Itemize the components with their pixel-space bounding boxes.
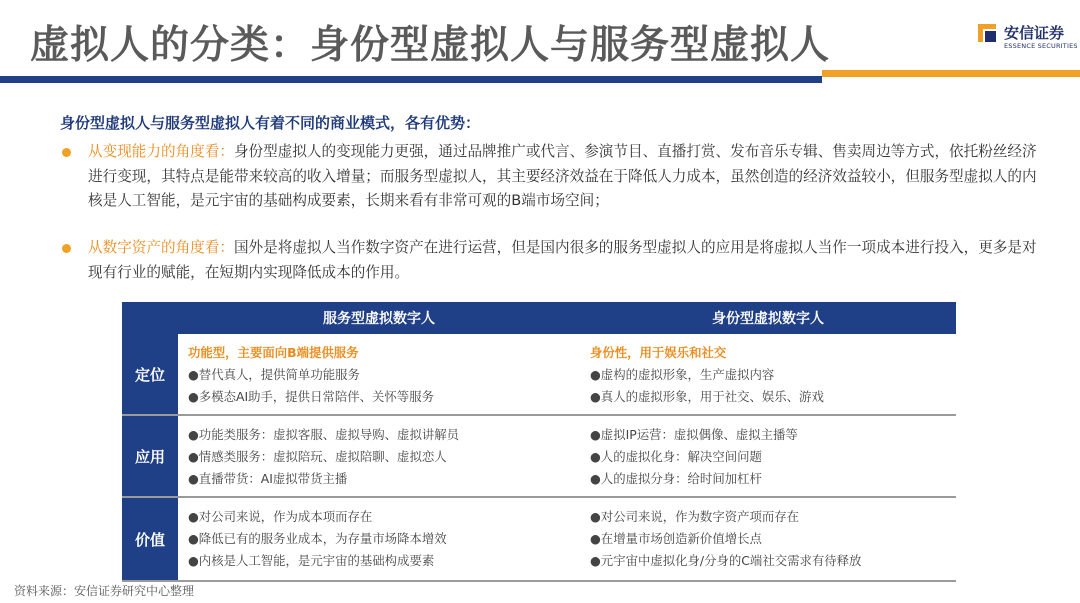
table-row <box>122 334 956 415</box>
cell-item: ●多模态AI助手，提供日常陪伴、关怀等服务 <box>188 389 434 404</box>
header-rule-orange <box>822 70 1080 77</box>
identity-cell <box>580 497 956 581</box>
row-label-positioning: 定位 <box>122 334 178 415</box>
service-cell <box>178 497 580 581</box>
cell-item: ●替代真人，提供简单功能服务 <box>188 367 360 382</box>
header-rule-blue <box>0 76 822 83</box>
brand-logo <box>976 20 1076 60</box>
corner-cell <box>122 302 178 334</box>
logo-text-cn: 安信证券 <box>1004 24 1065 42</box>
cell-item: ●真人的虚拟形象，用于社交、娱乐、游戏 <box>590 389 824 404</box>
source-note: 资料来源：安信证券研究中心整理 <box>14 584 195 598</box>
bullet-digital-assets <box>88 236 1038 285</box>
cell-item: ●在增量市场创造新价值增长点 <box>590 531 762 546</box>
logo-text-en: ESSENCE SECURITIES <box>1004 42 1078 50</box>
table-row <box>122 497 956 581</box>
bullet-dot-icon <box>62 244 71 253</box>
row-label-value: 价值 <box>122 497 178 581</box>
bullet-dot-icon <box>62 148 71 157</box>
intro-text: 身份型虚拟人与服务型虚拟人有着不同的商业模式，各有优势： <box>60 114 481 132</box>
cell-item: ●人的虚拟分身：给时间加杠杆 <box>590 471 762 486</box>
cell-item: ●元宇宙中虚拟化身/分身的C端社交需求有待释放 <box>590 553 862 568</box>
cell-item: ●情感类服务：虚拟陪玩、虚拟陪聊、虚拟恋人 <box>188 449 447 464</box>
identity-cell <box>580 415 956 497</box>
column-header-service: 服务型虚拟数字人 <box>178 302 580 334</box>
cell-item: ●人的虚拟化身：解决空间问题 <box>590 449 762 464</box>
cell-item: ●功能类服务：虚拟客服、虚拟导购、虚拟讲解员 <box>188 427 460 442</box>
bullet-heading: 从变现能力的角度看： <box>88 143 234 160</box>
essence-logo-icon <box>976 22 998 44</box>
bullet-monetization <box>88 140 1038 214</box>
bullet-body: 国外是将虚拟人当作数字资产在进行运营，但是国内很多的服务型虚拟人的应用是将虚拟人当作一项成本进行投入，更多是对现有行业的赋能，在短期内实现降低成本的作用。 <box>88 239 1037 281</box>
table-header-row <box>122 302 956 334</box>
cell-item: ●内核是人工智能，是元宇宙的基础构成要素 <box>188 553 435 568</box>
cell-item: ●虚拟IP运营：虚拟偶像、虚拟主播等 <box>590 427 798 442</box>
identity-cell <box>580 334 956 415</box>
page-title: 虚拟人的分类：身份型虚拟人与服务型虚拟人 <box>30 23 831 68</box>
cell-item: ●降低已有的服务业成本，为存量市场降本增效 <box>188 531 447 546</box>
cell-heading: 功能型，主要面向B端提供服务 <box>188 345 359 360</box>
bullet-heading: 从数字资产的角度看： <box>88 239 234 256</box>
column-header-identity: 身份型虚拟数字人 <box>580 302 956 334</box>
row-label-application: 应用 <box>122 415 178 497</box>
cell-item: ●对公司来说，作为数字资产项而存在 <box>590 509 800 524</box>
cell-item: ●对公司来说，作为成本项而存在 <box>188 509 373 524</box>
cell-item: ●直播带货：AI虚拟带货主播 <box>188 471 348 486</box>
comparison-table <box>122 302 956 582</box>
cell-item: ●虚构的虚拟形象，生产虚拟内容 <box>590 367 775 382</box>
cell-heading: 身份性，用于娱乐和社交 <box>590 345 727 360</box>
table-row <box>122 415 956 497</box>
bullet-body: 身份型虚拟人的变现能力更强，通过品牌推广或代言、参演节目、直播打赏、发布音乐专辑、售卖周边等方式，依托粉丝经济进行变现，其特点是能带来较高的收入增量；而服务型虚拟人，其主要经济效益在于降低人力成本，虽然创造的经济效益较小，但服务型虚拟人的内核是人工智能，是元宇宙的基础构成要素，长期来看有非常可观的B端市场空间； <box>88 143 1037 210</box>
service-cell <box>178 334 580 415</box>
service-cell <box>178 415 580 497</box>
